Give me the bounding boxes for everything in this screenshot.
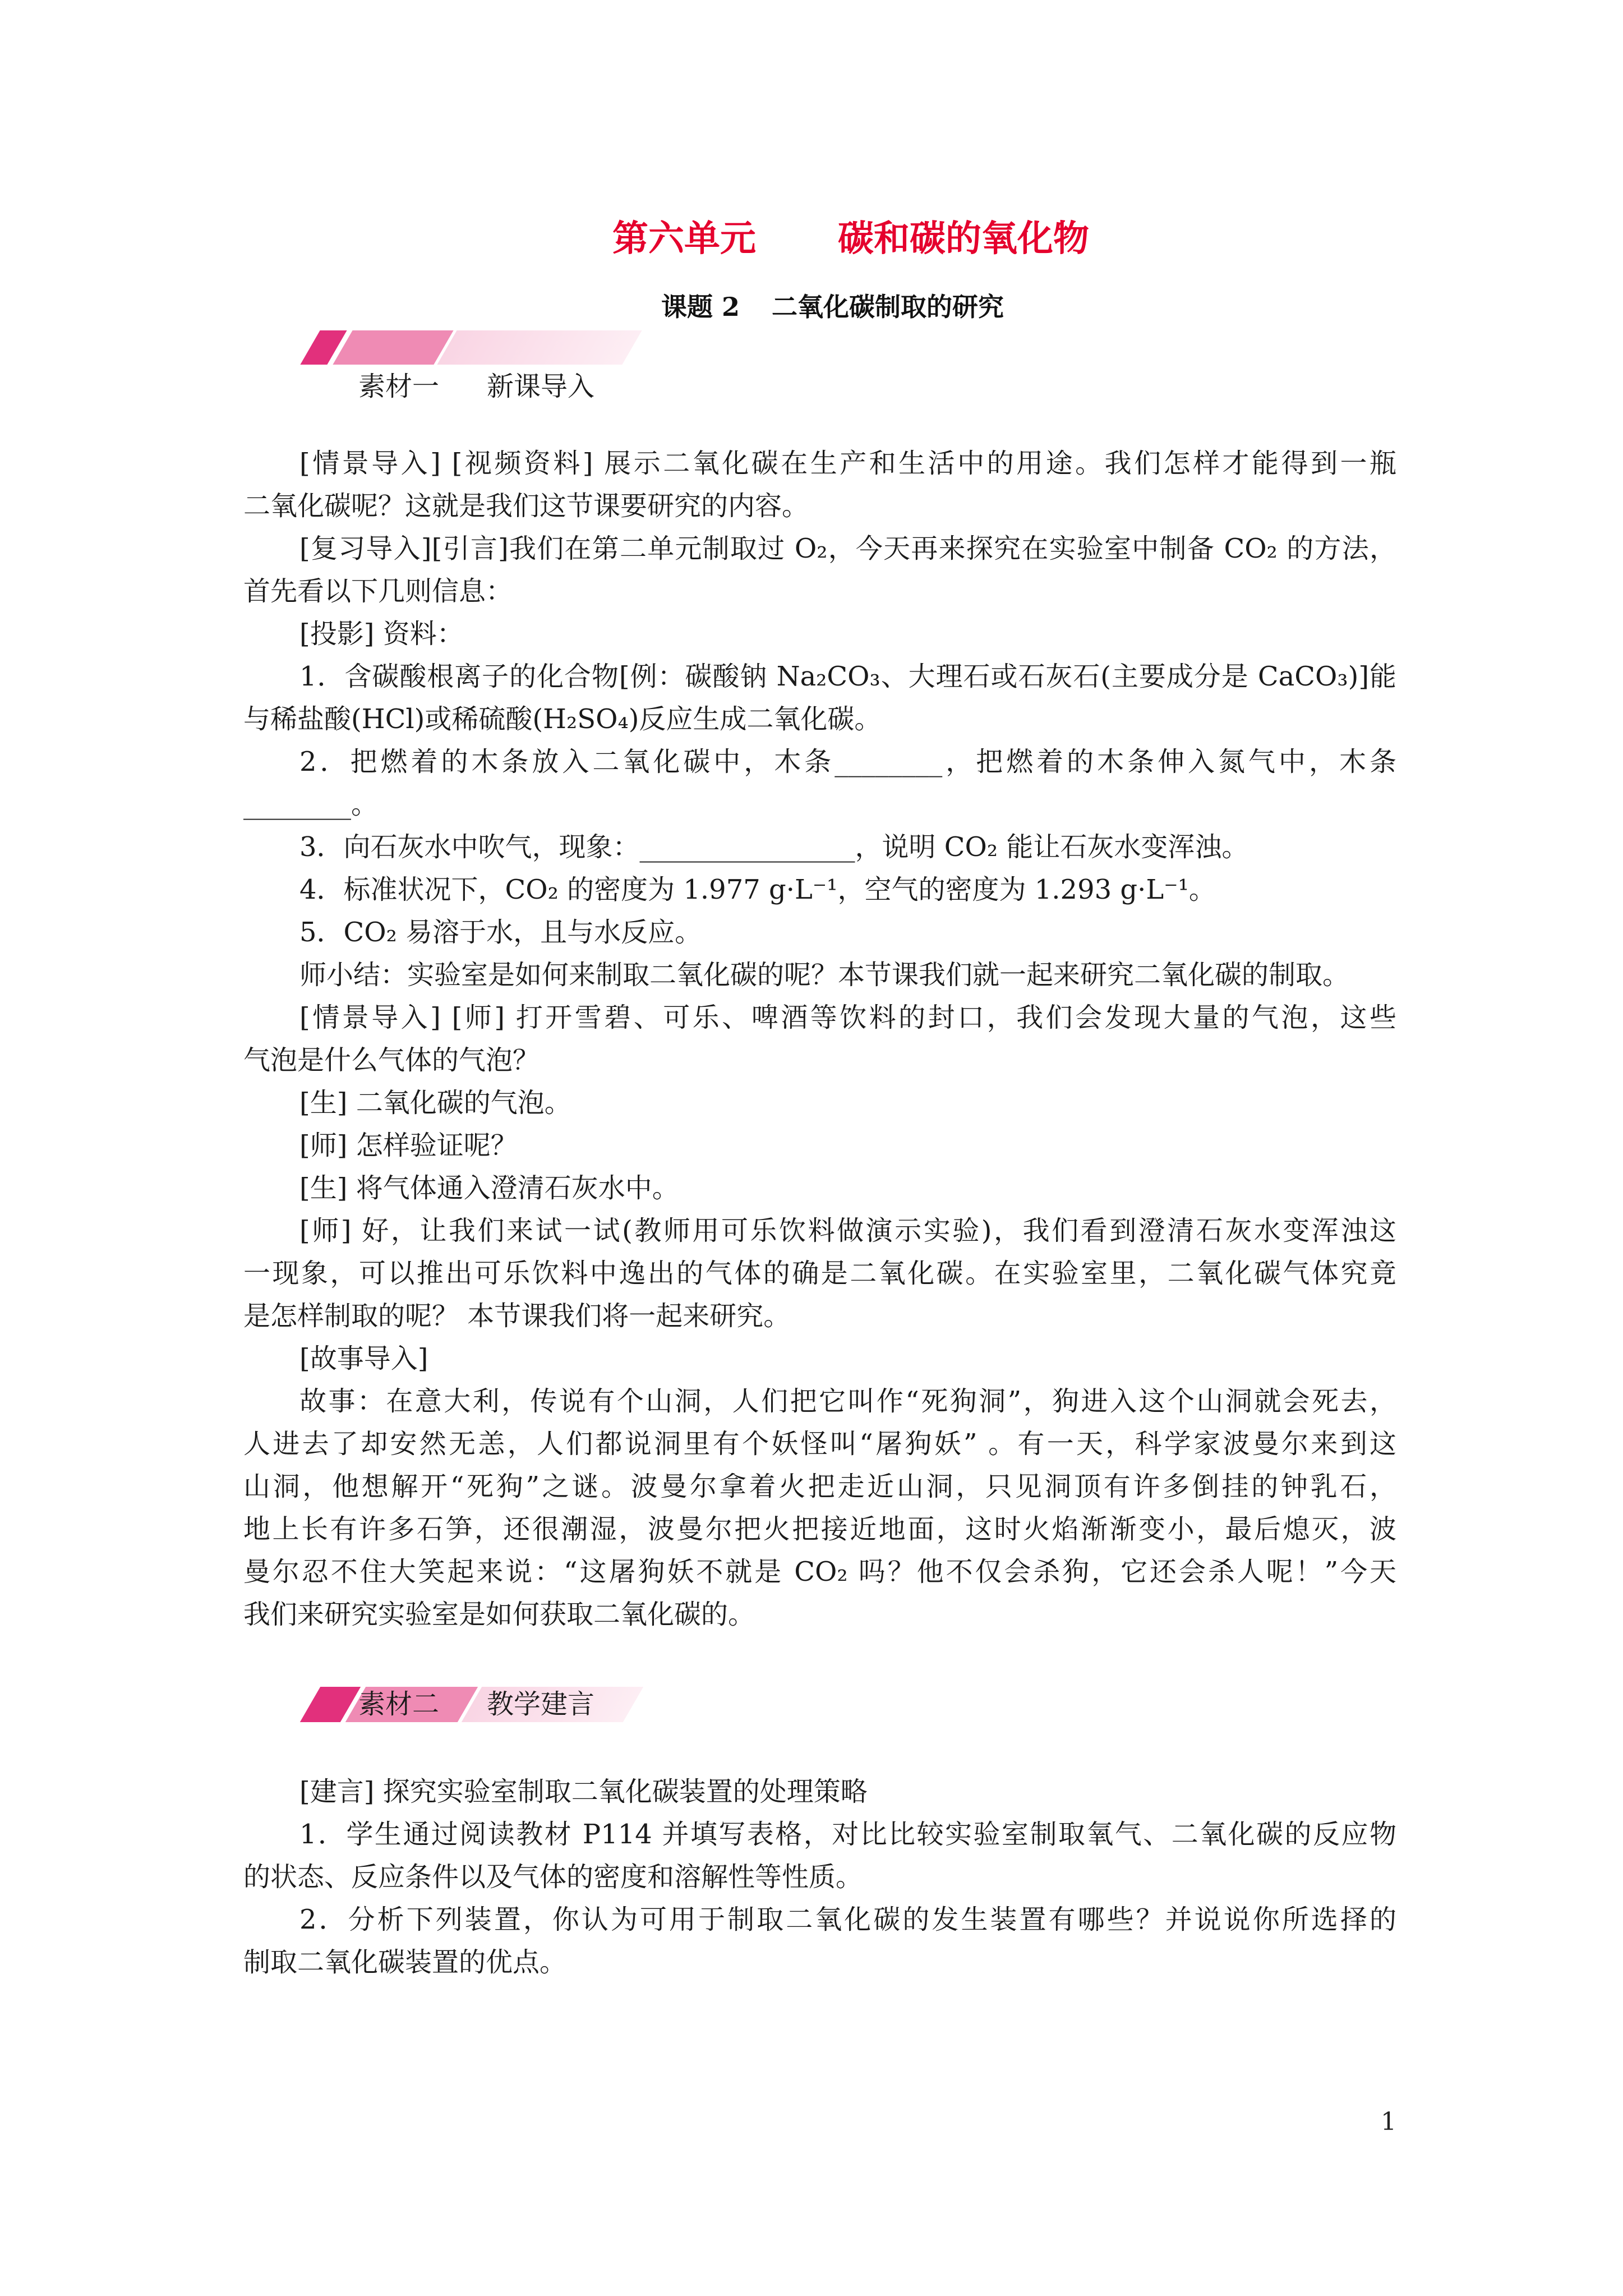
body-line: 故事：在意大利，传说有个山洞，人们把它叫作“死狗洞”，狗进入这个山洞就会死去， bbox=[299, 1386, 1396, 1417]
body-line: 我们来研究实验室是如何获取二氧化碳的。 bbox=[243, 1599, 755, 1630]
unit-title: 第六单元 bbox=[612, 218, 756, 260]
body-line: [故事导入] bbox=[299, 1343, 428, 1374]
material-heading: 新课导入 bbox=[487, 371, 595, 402]
banner-accent-light bbox=[437, 330, 642, 365]
body-line: [情景导入] [师] 打开雪碧、可乐、啤酒等饮料的封口，我们会发现大量的气泡，这些 bbox=[299, 1002, 1396, 1033]
lesson-title: 二氧化碳制取的研究 bbox=[772, 292, 1004, 322]
body-line: 制取二氧化碳装置的优点。 bbox=[243, 1947, 567, 1978]
body-line: [师] 好，让我们来试一试(教师用可乐饮料做演示实验)，我们看到澄清石灰水变浑浊这 bbox=[299, 1215, 1396, 1246]
body-line: 与稀盐酸(HCl)或稀硫酸(H₂SO₄)反应生成二氧化碳。 bbox=[243, 703, 882, 735]
body-line: 地上长有许多石笋，还很潮湿，波曼尔把火把接近地面，这时火焰渐渐变小，最后熄灭，波 bbox=[243, 1513, 1396, 1545]
page-number: 1 bbox=[1381, 2108, 1396, 2136]
material-number: 素材二 bbox=[358, 1688, 440, 1720]
body-line: [投影] 资料： bbox=[299, 618, 464, 650]
material-number: 素材一 bbox=[358, 371, 440, 402]
body-line: 是怎样制取的呢？ 本节课我们将一起来研究。 bbox=[243, 1300, 791, 1332]
body-line: 山洞，他想解开“死狗”之谜。波曼尔拿着火把走近山洞，只见洞顶有许多倒挂的钟乳石， bbox=[243, 1471, 1396, 1502]
body-line: 师小结：实验室是如何来制取二氧化碳的呢？本节课我们就一起来研究二氧化碳的制取。 bbox=[299, 959, 1350, 991]
section-banner-1 bbox=[302, 330, 639, 365]
body-line: 一现象，可以推出可乐饮料中逸出的气体的确是二氧化碳。在实验室里，二氧化碳气体究竟 bbox=[243, 1258, 1396, 1289]
lesson-label: 课题 2 bbox=[661, 292, 740, 322]
body-line: ________。 bbox=[243, 789, 379, 820]
body-line: 3．向石灰水中吹气，现象：________________，说明 CO₂ 能让石灰水变浑浊。 bbox=[299, 831, 1249, 863]
body-line: [师] 怎样验证呢？ bbox=[299, 1130, 518, 1161]
material2-body bbox=[243, 1770, 1396, 1984]
body-line: [建言] 探究实验室制取二氧化碳装置的处理策略 bbox=[299, 1776, 868, 1807]
banner-accent-mid bbox=[333, 330, 453, 365]
material-heading: 教学建言 bbox=[487, 1688, 595, 1720]
body-line: [生] 将气体通入澄清石灰水中。 bbox=[299, 1172, 679, 1204]
body-line: 1．学生通过阅读教材 P114 并填写表格，对比比较实验室制取氧气、二氧化碳的反应物 bbox=[299, 1819, 1396, 1850]
body-line: 曼尔忍不住大笑起来说：“这屠狗妖不就是 CO₂ 吗？他不仅会杀狗，它还会杀人呢！”今天 bbox=[243, 1556, 1396, 1588]
body-line: [生] 二氧化碳的气泡。 bbox=[299, 1087, 571, 1119]
body-line: [情景导入] [视频资料] 展示二氧化碳在生产和生活中的用途。我们怎样才能得到一瓶 bbox=[299, 448, 1396, 479]
body-line: 2．分析下列装置，你认为可用于制取二氧化碳的发生装置有哪些？并说说你所选择的 bbox=[299, 1904, 1396, 1935]
material1-body bbox=[243, 442, 1396, 1636]
body-line: 二氧化碳呢？这就是我们这节课要研究的内容。 bbox=[243, 490, 809, 522]
body-line: 2．把燃着的木条放入二氧化碳中，木条________，把燃着的木条伸入氮气中，木条 bbox=[299, 746, 1396, 777]
body-line: 的状态、反应条件以及气体的密度和溶解性等性质。 bbox=[243, 1861, 863, 1893]
body-line: 4．标准状况下，CO₂ 的密度为 1.977 g·L⁻¹，空气的密度为 1.293 g·L⁻¹。 bbox=[299, 874, 1216, 905]
body-line: 5．CO₂ 易溶于水，且与水反应。 bbox=[299, 917, 702, 948]
chapter-title: 碳和碳的氧化物 bbox=[838, 218, 1089, 260]
body-line: [复习导入][引言]我们在第二单元制取过 O₂，今天再来探究在实验室中制备 CO₂ 的方法， bbox=[299, 533, 1396, 564]
section-banner-2 bbox=[302, 1687, 639, 1722]
body-line: 人进去了却安然无恙，人们都说洞里有个妖怪叫“屠狗妖” 。有一天，科学家波曼尔来到这 bbox=[243, 1428, 1396, 1460]
body-line: 1．含碳酸根离子的化合物[例：碳酸钠 Na₂CO₃、大理石或石灰石(主要成分是 CaCO₃)]能 bbox=[299, 661, 1396, 692]
body-line: 首先看以下几则信息： bbox=[243, 576, 513, 607]
body-line: 气泡是什么气体的气泡？ bbox=[243, 1045, 540, 1076]
